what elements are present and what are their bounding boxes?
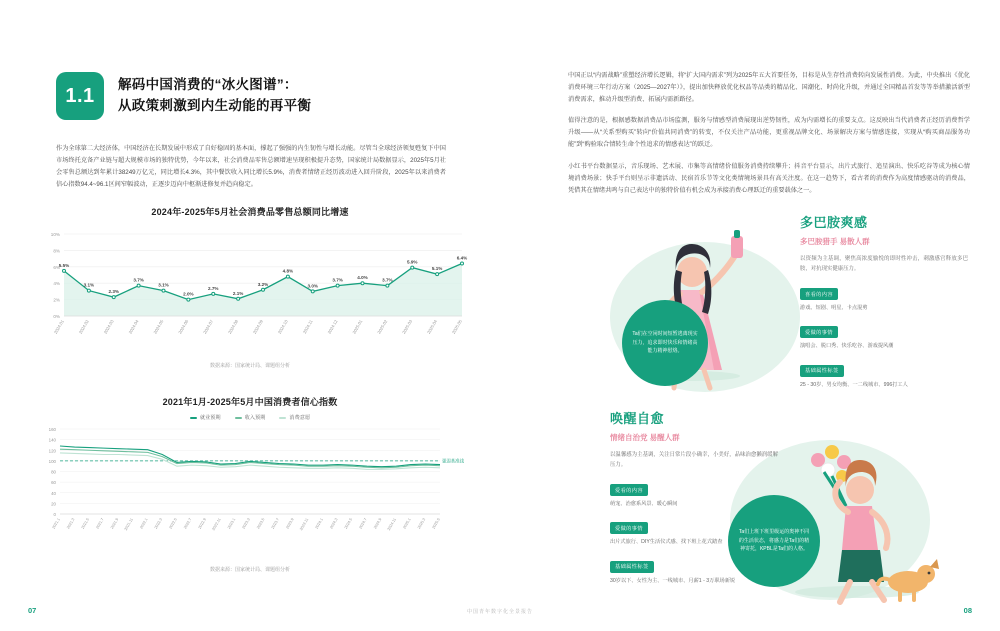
persona-subtitle: 情绪自治党 易醒人群 <box>610 433 680 442</box>
svg-text:4.8%: 4.8% <box>282 268 294 274</box>
legend-item <box>235 414 266 421</box>
svg-text:2021.1: 2021.1 <box>51 517 61 530</box>
svg-text:2025.1: 2025.1 <box>402 517 412 530</box>
chapter-title-line2: 从政策刺激到内生动能的再平衡 <box>118 98 312 113</box>
svg-text:2024.12: 2024.12 <box>326 319 339 335</box>
persona-tag-group <box>610 555 785 585</box>
persona-tag-group <box>610 517 785 547</box>
svg-text:2024.9: 2024.9 <box>373 517 383 530</box>
chapter-title-line1: 解码中国消费的“冰火图谱”： <box>118 77 298 93</box>
svg-text:2022.1: 2022.1 <box>139 517 149 530</box>
chart-1-svg <box>30 224 470 354</box>
svg-text:2024.07: 2024.07 <box>202 319 215 335</box>
chart-1-canvas <box>30 224 470 359</box>
persona-dopamine <box>800 212 975 390</box>
svg-text:2024.03: 2024.03 <box>102 319 115 335</box>
svg-text:2022.3: 2022.3 <box>153 517 164 530</box>
callout-top-text: Ta们在空闲时间短暂逃离现实压力，追求即时快乐和情绪高能力精神慰烙。 <box>632 330 698 355</box>
svg-text:4.0%: 4.0% <box>357 275 368 281</box>
right-body-text <box>568 70 970 206</box>
svg-text:2023.1: 2023.1 <box>226 517 237 530</box>
chart-2-block <box>30 395 470 573</box>
svg-text:2024.06: 2024.06 <box>177 319 190 335</box>
svg-text:4%: 4% <box>53 281 60 287</box>
svg-text:20: 20 <box>51 501 56 507</box>
svg-text:10%: 10% <box>50 232 60 237</box>
svg-text:6%: 6% <box>53 264 60 270</box>
tag-label: 基础属性标签 <box>610 561 654 573</box>
intro-paragraph: 作为全球第二大经济体，中国经济在长期发展中形成了自好稳固的基本面，撑起了强强的内生韧性与增长动能。尽管当全球经济领复甦复下中国市场终托克备产业链与超大规模市场的独特优势，今年以来，社会消费品零售总额增速呈现积极提升态势，国家统计局数据显示，2025年5月社会零售总额达到年累计38249万亿元，同比增长4.3%，其中餐饮收入同比增长5.9%，消费者情绪正经历波动进入回升阶段，2025年以来消费者信心指数94.4~96.1区间窄幅波动，正逐步迈向中枢渐进修复并趋向稳定。 <box>56 145 446 189</box>
page-number-left: 07 <box>28 606 37 615</box>
chart-2-title: 2021年1月-2025年5月中国消费者信心指数 <box>162 397 338 407</box>
svg-text:2024.3: 2024.3 <box>329 517 339 530</box>
svg-text:2022.5: 2022.5 <box>168 517 178 530</box>
tag-text: 萌宠、治愈系风景、暖心瞬间 <box>610 501 678 508</box>
svg-text:40: 40 <box>51 490 56 496</box>
legend-label: 消费意愿 <box>289 415 311 421</box>
svg-text:2025.03: 2025.03 <box>401 319 414 335</box>
tag-label: 爱看的内容 <box>610 484 648 496</box>
legend-label: 收入预期 <box>244 415 266 421</box>
persona-healing <box>610 408 785 586</box>
svg-text:2023.9: 2023.9 <box>285 517 295 530</box>
svg-text:3.1%: 3.1% <box>83 282 95 288</box>
body-paragraph: 中国正以“内需战略”重塑经济增长逻辑，将“扩大国内需求”列为2025年五大首要任务，目标是从生存性消费转向发展性消费。为此，中央推出《优化消费环境三年行动方案（2025—2027年）》，提出加快释放优化权品等品类的精品化、国潮化、时尚化升级，并通过全国精品首发等等举措激活新型消费需求，推动升级型消费、拓展内需新路径。 <box>568 72 970 104</box>
svg-text:强弱基准线: 强弱基准线 <box>442 458 464 464</box>
persona-name: 多巴胺爽感 <box>800 215 868 230</box>
svg-text:2022.11: 2022.11 <box>211 517 222 532</box>
svg-text:2022.9: 2022.9 <box>197 517 208 530</box>
legend-swatch-icon <box>190 417 197 419</box>
tag-label: 基础属性标签 <box>800 365 844 377</box>
svg-text:0: 0 <box>53 512 56 517</box>
svg-text:2.7%: 2.7% <box>208 285 219 291</box>
chapter-number-badge: 1.1 <box>56 72 104 120</box>
svg-text:3.0%: 3.0% <box>307 283 318 289</box>
chart-2-legend <box>30 414 470 421</box>
persona-subtitle: 多巴胺猎手 易散人群 <box>800 237 870 246</box>
svg-text:3.1%: 3.1% <box>158 282 169 288</box>
persona-tag-group <box>610 479 785 509</box>
body-paragraph: 小红书平台数据显示，音乐现场、艺术展、市集等高情绪价值服务消费持续攀升；抖音平台显示，出片式旅行、追星演出、快乐吃谷等成为核心情境消费场景；快手平台则呈示非遗活动、民宿首乐节等文化类情境场景具有高关注度。在这一趋势下，看古者的消费作为高度情感驱动的消费品，凭借其在情绪共鸣与自己表达中的独特价值有机会成为承接消费心理跃迁的重要载体之一。 <box>568 162 970 194</box>
legend-item <box>279 414 310 421</box>
svg-text:2023.3: 2023.3 <box>241 517 251 530</box>
svg-text:6.4%: 6.4% <box>456 255 468 261</box>
svg-text:5.9%: 5.9% <box>407 259 418 265</box>
svg-text:3.7%: 3.7% <box>332 277 343 283</box>
legend-item <box>190 414 221 421</box>
persona-tag-group <box>800 359 975 389</box>
svg-text:2025.01: 2025.01 <box>351 319 364 335</box>
svg-text:2021.5: 2021.5 <box>80 517 91 530</box>
svg-text:2023.5: 2023.5 <box>256 517 266 530</box>
svg-text:0%: 0% <box>53 314 60 319</box>
tag-label: 爱做的事情 <box>610 522 648 534</box>
persona-tag-group <box>800 321 975 351</box>
svg-text:2024.5: 2024.5 <box>343 517 354 530</box>
page-number-right: 08 <box>963 606 972 615</box>
svg-text:2025.02: 2025.02 <box>376 319 389 335</box>
callout-bubble-top <box>622 300 708 386</box>
svg-text:2024.10: 2024.10 <box>276 319 289 335</box>
svg-text:2021.7: 2021.7 <box>95 517 105 530</box>
svg-text:2.0%: 2.0% <box>183 291 194 297</box>
svg-text:100: 100 <box>48 458 56 464</box>
chart-1-block <box>30 205 470 369</box>
svg-text:3.7%: 3.7% <box>133 277 144 283</box>
footer-center-text: 中国青年数字化全景报告 <box>466 609 534 615</box>
persona-description: 以温馨感为主基调，关注日常片段小确幸，小美好，品味治愈獭润缓解压力。 <box>610 452 778 469</box>
svg-text:2024.09: 2024.09 <box>251 319 264 335</box>
svg-text:2024.1: 2024.1 <box>314 517 324 530</box>
svg-text:2024.02: 2024.02 <box>77 319 90 335</box>
tag-label: 喜看的内容 <box>800 288 838 300</box>
svg-text:2025.3: 2025.3 <box>416 517 427 530</box>
svg-text:2025.04: 2025.04 <box>426 319 438 335</box>
body-paragraph: 值得注意的是，根据感数据消费品市场监测，服务与情感型消费展现出逆势韧性，成为内需增长的重要支点。这反映出当代消费者正经历消费哲学升级——从“关系型购买”转向“价值共同消费”的转变，不仅关注产品功能，更重视品牌文化、场景解决方案与情感连接，实现从“购买商品服务功能”到“购验取合情转生命个性追求的情感表达”的跃迁。 <box>568 117 970 149</box>
chapter-title <box>118 75 311 117</box>
svg-text:60: 60 <box>51 480 56 486</box>
persona-name: 唤醒自愈 <box>610 411 665 426</box>
persona-description: 以资频为主基调，聚焦高浓度愉悦的即时性冲击，刺激感官释放多巴胺，对抗现实健康压力。 <box>800 256 968 273</box>
chart-1-title: 2024年-2025年5月社会消费品零售总额同比增速 <box>151 207 349 217</box>
tag-text: 游戏、短剧、明星、卡点混剪 <box>800 305 868 312</box>
tag-text: 30岁以下、女性为主、一线城市、月薪1 - 3万职场新锐 <box>610 577 736 584</box>
tag-label: 爱做的事情 <box>800 326 838 338</box>
tag-text: 演唱会、脱口秀、快乐吃谷、游戏提风潮 <box>800 343 894 350</box>
svg-text:160: 160 <box>48 427 56 432</box>
tag-text: 25 - 30岁、男女均衡、一二线城市、996打工人 <box>800 381 908 388</box>
chart-2-canvas <box>30 423 470 563</box>
svg-text:2024.11: 2024.11 <box>386 517 398 532</box>
svg-text:2024.08: 2024.08 <box>227 319 239 335</box>
svg-text:2021.11: 2021.11 <box>123 517 134 532</box>
svg-text:2024.04: 2024.04 <box>127 319 140 335</box>
svg-text:2024.7: 2024.7 <box>358 517 368 530</box>
svg-text:2023.7: 2023.7 <box>270 517 281 530</box>
persona-tag-group <box>800 283 975 313</box>
legend-label: 就业预期 <box>199 415 221 421</box>
svg-text:2.3%: 2.3% <box>108 289 119 295</box>
svg-text:8%: 8% <box>53 248 60 254</box>
legend-swatch-icon <box>235 417 242 419</box>
svg-text:2024.11: 2024.11 <box>301 319 314 335</box>
svg-text:2021.3: 2021.3 <box>66 517 76 530</box>
svg-text:3.7%: 3.7% <box>382 277 393 283</box>
svg-text:2023.11: 2023.11 <box>299 517 310 532</box>
svg-text:2024.05: 2024.05 <box>152 319 165 335</box>
svg-text:140: 140 <box>48 437 56 443</box>
chart-1-source: 数据来源：国家统计局、课题组分析 <box>209 363 290 369</box>
svg-text:5.1%: 5.1% <box>431 266 443 272</box>
svg-text:3.2%: 3.2% <box>257 281 269 287</box>
right-page <box>500 0 1000 631</box>
svg-text:2%: 2% <box>53 297 60 303</box>
tag-text: 出片式旅行、DIY生活仪式感、找下班上花式踏查 <box>610 539 723 546</box>
svg-text:2025.05: 2025.05 <box>450 319 463 335</box>
svg-text:2.1%: 2.1% <box>232 290 244 296</box>
svg-text:2024.01: 2024.01 <box>52 319 65 335</box>
callout-bottom-text: Ta们上班下班里级运的奥神不同的生活状态，将感力是Ta们的精神寄托，KPBL是Ta们的人格。 <box>738 528 810 553</box>
svg-text:2021.9: 2021.9 <box>110 517 120 530</box>
svg-text:5.5%: 5.5% <box>58 262 70 268</box>
legend-swatch-icon <box>279 417 286 419</box>
svg-text:120: 120 <box>48 448 56 454</box>
chart-2-svg <box>30 423 470 558</box>
chapter-heading <box>56 72 311 120</box>
svg-text:2025.5: 2025.5 <box>431 517 441 530</box>
chart-2-source: 数据来源：国家统计局、课题组分析 <box>209 567 290 573</box>
svg-text:2022.7: 2022.7 <box>183 517 193 530</box>
svg-text:80: 80 <box>51 469 56 475</box>
